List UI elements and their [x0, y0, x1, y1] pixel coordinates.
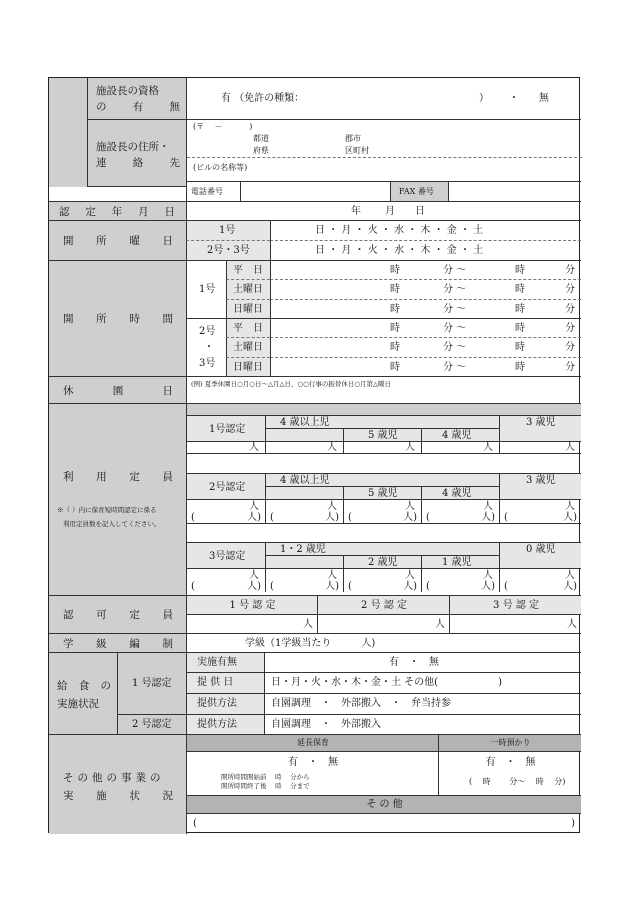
cap1-cert-label [186, 415, 265, 441]
hours-time-part: 時 [390, 342, 400, 354]
meals-2go-label [117, 714, 186, 734]
cap2-capacity-input[interactable] [421, 499, 499, 523]
hours-daytype-cell [226, 260, 270, 279]
cap3-sub-age-2 [421, 555, 499, 568]
other-services-label-line1: その他の事業の [63, 772, 165, 784]
hours-daytype-cell [226, 318, 270, 337]
approved-2go-input[interactable] [317, 614, 449, 633]
cap3-capacity-input[interactable] [421, 568, 499, 592]
meals-1go-label [117, 652, 186, 714]
person-unit: 人 [565, 442, 575, 453]
cap1-cert-text: 1号認定 [209, 424, 246, 435]
hours-daytype-label: 平 日 [233, 323, 263, 334]
approved-h2 [317, 595, 449, 614]
hours-time-field[interactable] [270, 260, 581, 279]
hours-daytype-label: 土曜日 [233, 284, 263, 296]
qualification-value: 有 （免許の種類： [221, 93, 305, 104]
meals-impl-label: 実施有無 [197, 657, 237, 668]
director-address-label [87, 120, 186, 187]
cap1-capacity-input[interactable] [265, 441, 343, 453]
director-address-label-line1: 施設長の住所・ [96, 141, 170, 153]
person-unit: 人 [405, 501, 415, 512]
label-char: 利 [63, 471, 74, 483]
open-days-row2-label [186, 240, 270, 260]
approved-h3-text: 3 号 認 定 [493, 600, 539, 611]
cert-date-label [49, 201, 186, 220]
label-char: 休 [63, 385, 74, 397]
cap1-sub-age-1 [343, 428, 421, 441]
fax-label: FAX 番号 [399, 187, 434, 196]
label-char: 先 [169, 157, 180, 169]
extended-care-title: 延長保育 [297, 738, 329, 747]
open-days-label [49, 220, 186, 260]
open-hours-2go3go-label [186, 318, 226, 376]
cap1-sub-age-2-text: 4 歳児 [442, 430, 472, 441]
person-unit: 人 [567, 619, 577, 630]
person-unit: 人 [249, 501, 259, 512]
fax-label-cell [390, 181, 448, 201]
weekdays-1go: 日 ・ 月 ・ 火 ・ 水 ・ 木 ・ 金 ・ 土 [315, 225, 484, 236]
approved-h1-text: 1 号 認 定 [229, 600, 276, 611]
person-close: 人) [481, 512, 495, 523]
cap1-sub-age-2 [421, 428, 499, 441]
hours-group2-c: 3号 [199, 358, 216, 369]
open-paren: ( [191, 581, 195, 592]
label-char: 給 [57, 680, 68, 692]
hours-daytype-cell [226, 299, 270, 318]
meals-method1-label: 提供方法 [197, 698, 237, 709]
label-char: 状 [129, 790, 140, 802]
label-char: 編 [129, 638, 140, 650]
cap3-capacity-input[interactable] [265, 568, 343, 592]
person-close: 人) [563, 512, 577, 523]
capacity-note-1: ※（ ）内に保育短時間認定に係る [57, 506, 157, 514]
label-char: 開 [63, 235, 74, 247]
cap1-last-age [499, 415, 581, 441]
cert-year: 年 [351, 206, 361, 217]
hours-time-part: 分 ～ [443, 284, 467, 296]
open-paren: ( [504, 581, 508, 592]
person-unit: 人 [249, 570, 259, 581]
open-paren: ( [348, 512, 352, 523]
open-days-1go: 1号 [219, 225, 236, 236]
temporary-care-time: ( 時 分～ 時 分) [469, 777, 566, 786]
classes-label [49, 633, 186, 652]
cap3-capacity-input[interactable] [343, 568, 421, 592]
hours-daytype-cell [226, 357, 270, 376]
hours-time-part: 分 ～ [443, 323, 467, 334]
phone-label-cell [186, 181, 240, 201]
cap3-sub-age-2-text: 1 歳児 [442, 557, 472, 568]
cert-date-field[interactable] [186, 201, 581, 220]
label-char: 可 [96, 609, 107, 621]
open-paren: ( [270, 512, 274, 523]
label-char: 施 [96, 790, 107, 802]
approved-1go-input[interactable] [186, 614, 317, 633]
label-char: 認 [59, 206, 70, 218]
cap1-capacity-input[interactable] [343, 441, 421, 453]
person-close: 人) [325, 512, 339, 523]
hours-time-part: 時 [390, 303, 400, 315]
open-hours-1go-label [186, 260, 226, 318]
hours-time-field[interactable] [270, 357, 581, 376]
person-unit: 人 [565, 570, 575, 581]
person-unit: 人 [327, 501, 337, 512]
label-char: の [96, 101, 107, 113]
cap3-last-age [499, 542, 581, 568]
hours-time-part: 時 [515, 361, 525, 373]
classes-field[interactable] [186, 633, 581, 652]
closed-days-label [49, 376, 186, 403]
cap3-age-blank [265, 555, 343, 568]
label-char: 員 [162, 609, 173, 621]
open-days-row1-field[interactable] [270, 220, 581, 240]
cap2-sub-age-1 [343, 486, 421, 499]
extended-care-value: 有 ・ 無 [288, 757, 338, 768]
weekdays-2go3go: 日 ・ 月 ・ 火 ・ 水 ・ 木 ・ 金 ・ 土 [315, 245, 484, 256]
cap2-sub-age-2 [421, 486, 499, 499]
label-char: 園 [112, 385, 124, 397]
cap2-capacity-input[interactable] [499, 499, 581, 523]
hours-time-part: 時 [390, 361, 400, 373]
label-char: 制 [162, 638, 173, 650]
cap1-age-group-text: 4 歳以上児 [280, 417, 330, 428]
cap3-capacity-input[interactable] [186, 568, 265, 592]
label-char: 所 [96, 313, 107, 325]
hours-time-part: 分 ～ [443, 303, 467, 315]
meals-days-label: 提 供 日 [197, 677, 234, 688]
meals-days-field[interactable] [264, 672, 581, 693]
person-close: 人) [403, 581, 417, 592]
hours-time-part: 分 [565, 361, 575, 373]
other-services-label [49, 734, 186, 834]
open-paren: ( [504, 512, 508, 523]
cap1-sub-age-1-text: 5 歳児 [368, 430, 398, 441]
person-unit: 人 [327, 570, 337, 581]
meals-label-line2: 実施状況 [57, 698, 99, 710]
postal-code: (〒 － ) [193, 122, 253, 131]
hours-group1: 1号 [199, 284, 216, 295]
label-char: 有 [132, 101, 144, 113]
person-unit: 人 [405, 442, 415, 453]
label-char: 定 [129, 471, 140, 483]
label-char: 間 [162, 313, 173, 325]
meals-method2-value: 自園調理 ・ 外部搬入 [271, 719, 381, 730]
meals-days-value: 日・月・火・水・木・金・土 その他( ) [271, 677, 502, 688]
capacity-spacer [186, 523, 581, 542]
hours-time-part: 分 [565, 265, 575, 276]
open-paren: ( [270, 581, 274, 592]
label-char: 定 [129, 609, 140, 621]
extended-care-line2: 開所時間終了後 時 分まで [221, 782, 310, 790]
label-char: の [100, 680, 111, 692]
cap2-capacity-input[interactable] [186, 499, 265, 523]
label-char: 況 [162, 790, 173, 802]
cap3-age-group [265, 542, 499, 555]
label-char: 所 [96, 235, 107, 247]
cap1-capacity-input[interactable] [499, 441, 581, 453]
others-header [186, 795, 581, 813]
person-close: 人) [481, 581, 495, 592]
meals-impl-value: 有 ・ 無 [389, 657, 439, 668]
hours-daytype-label: 日曜日 [233, 361, 263, 373]
meals-method1-label-cell [186, 693, 264, 714]
label-char: 開 [63, 313, 74, 325]
hours-time-field[interactable] [270, 318, 581, 337]
person-close: 人) [325, 581, 339, 592]
approved-h1 [186, 595, 317, 614]
person-close: 人) [247, 581, 261, 592]
open-paren: ( [426, 581, 430, 592]
label-char: 月 [138, 206, 149, 218]
cap3-age-group-text: 1・2 歳児 [280, 544, 326, 555]
prefecture-bottom: 府県 [253, 146, 269, 155]
cap2-sub-age-1-text: 5 歳児 [368, 488, 398, 499]
hours-time-field[interactable] [270, 337, 581, 356]
hours-time-part: 時 [390, 284, 400, 296]
open-paren: ( [348, 581, 352, 592]
hours-time-part: 時 [515, 323, 525, 334]
others-close-paren: ) [571, 818, 575, 829]
cap2-capacity-input[interactable] [343, 499, 421, 523]
meals-method2-field[interactable] [264, 714, 581, 734]
qualification-none: 無 [539, 93, 549, 104]
cap2-age-blank [265, 486, 343, 499]
hours-time-part: 時 [390, 265, 400, 276]
extended-care-header [186, 734, 438, 751]
label-char: 用 [96, 471, 107, 483]
prefecture-top: 都道 [253, 134, 269, 143]
cap3-cert-text: 3号認定 [209, 551, 246, 562]
hours-daytype-label: 土曜日 [233, 342, 263, 354]
person-unit: 人 [483, 570, 493, 581]
hours-group2-b: ・ [204, 342, 214, 353]
approved-capacity-label [49, 595, 186, 633]
phone-label: 電話番号 [191, 187, 223, 196]
facility-form [48, 77, 580, 833]
cap3-cert-label [186, 542, 265, 568]
capacity-spacer [186, 453, 581, 473]
meals-cert1: 1 号認定 [132, 678, 172, 689]
label-char: 学 [63, 638, 74, 650]
cap1-age-blank [265, 428, 343, 441]
person-close: 人) [403, 512, 417, 523]
person-close: 人) [563, 581, 577, 592]
temporary-care-header [438, 734, 581, 751]
hours-time-part: 時 [515, 284, 525, 296]
meals-cert2: 2 号認定 [132, 719, 172, 730]
cert-day: 日 [415, 206, 425, 217]
cap2-cert-text: 2号認定 [209, 482, 246, 493]
cap2-last-age [499, 473, 581, 499]
person-unit: 人 [327, 442, 337, 453]
qualification-close-paren: ） [479, 93, 489, 104]
closed-days-example: (例) 夏季休園日○月○日～△月△日、○○行事の振替休日○月第△曜日 [191, 380, 391, 388]
cap1-age-group [265, 415, 499, 428]
cert-month: 月 [385, 206, 395, 217]
others-open-paren: ( [193, 818, 197, 829]
cap2-cert-label [186, 473, 265, 499]
label-char: 絡 [132, 157, 144, 169]
approved-3go-input[interactable] [449, 614, 581, 633]
label-char: 実 [63, 790, 74, 802]
label-char: 年 [111, 206, 123, 218]
label-char: 定 [85, 206, 96, 218]
person-unit: 人 [249, 442, 259, 453]
director-qualification-label [87, 78, 186, 120]
hours-time-part: 時 [515, 342, 525, 354]
qualification-dot: ・ [509, 93, 519, 104]
extended-care-line1: 開所時間開始前 時 分から [221, 773, 310, 781]
meals-impl-field[interactable] [264, 652, 581, 672]
hours-time-part: 分 [565, 323, 575, 334]
label-char: 日 [164, 206, 175, 218]
meals-method2-label-cell [186, 714, 264, 734]
hours-time-part: 分 [565, 284, 575, 296]
city-top: 郡市 [345, 134, 361, 143]
meals-days-label-cell [186, 672, 264, 693]
hours-time-part: 分 ～ [443, 342, 467, 354]
approved-h3 [449, 595, 581, 614]
closed-days-field[interactable] [186, 376, 581, 403]
hours-daytype-label: 平 日 [233, 265, 263, 276]
city-bottom: 区町村 [345, 146, 369, 155]
label-char: 無 [169, 101, 180, 113]
building-name: (ビルの名称等) [193, 163, 248, 172]
hours-time-part: 時 [515, 265, 525, 276]
approved-h2-text: 2 号 認 定 [361, 600, 407, 611]
hours-time-part: 時 [390, 323, 400, 334]
cap2-capacity-input[interactable] [265, 499, 343, 523]
person-close: 人) [247, 512, 261, 523]
label-char: 食 [78, 680, 90, 692]
cap2-sub-age-2-text: 4 歳児 [442, 488, 472, 499]
temporary-care-field[interactable] [438, 751, 581, 795]
person-unit: 人 [405, 570, 415, 581]
label-char: 曜 [129, 235, 140, 247]
cap1-capacity-input[interactable] [186, 441, 265, 453]
hours-time-part: 分 [565, 303, 575, 315]
open-paren: ( [426, 512, 430, 523]
cap2-last-age-text: 3 歳児 [526, 475, 556, 486]
hours-daytype-cell [226, 337, 270, 356]
cap1-capacity-input[interactable] [421, 441, 499, 453]
classes-value: 学級（1学級当たり 人) [245, 638, 376, 649]
meals-method1-value: 自園調理 ・ 外部搬入 ・ 弁当持参 [271, 698, 451, 709]
capacity-note-2: 利用定員数を記入してください。 [63, 520, 161, 528]
label-char: 日 [162, 385, 173, 397]
open-paren: ( [191, 512, 195, 523]
open-days-row2-field[interactable] [270, 240, 581, 260]
person-unit: 人 [483, 501, 493, 512]
person-unit: 人 [303, 619, 313, 630]
hours-time-part: 時 [515, 303, 525, 315]
hours-time-part: 分 ～ [443, 265, 467, 276]
cap2-age-group-text: 4 歳以上児 [280, 475, 330, 486]
person-unit: 人 [435, 619, 445, 630]
phone-input[interactable] [240, 181, 390, 201]
cap3-capacity-input[interactable] [499, 568, 581, 592]
meals-impl-label-cell [186, 652, 264, 672]
hours-time-part: 分 ～ [443, 361, 467, 373]
hours-time-field[interactable] [270, 279, 581, 298]
meals-method2-label: 提供方法 [197, 719, 237, 730]
hours-group2-a: 2号 [199, 326, 216, 337]
extended-care-field[interactable] [186, 751, 438, 795]
cap3-sub-age-1 [343, 555, 421, 568]
open-hours-label [49, 260, 186, 376]
hours-time-part: 分 [565, 342, 575, 354]
open-days-row1-label [186, 220, 270, 240]
director-qualification-field[interactable] [186, 78, 581, 120]
label-char: 時 [129, 313, 140, 325]
others-title: そ の 他 [366, 799, 403, 810]
person-unit: 人 [483, 442, 493, 453]
cap3-last-age-text: 0 歳児 [526, 544, 556, 555]
temporary-care-title: 一時預かり [490, 738, 531, 747]
blank-label-cell [49, 78, 87, 187]
person-unit: 人 [565, 501, 575, 512]
director-qualification-label-line1: 施設長の資格 [96, 85, 159, 97]
label-char: 日 [162, 235, 173, 247]
hours-daytype-label: 日曜日 [233, 303, 263, 315]
others-field[interactable] [186, 813, 581, 834]
capacity-spacer [186, 403, 581, 415]
temporary-care-value: 有 ・ 無 [485, 757, 536, 768]
cap3-sub-age-1-text: 2 歳児 [368, 557, 398, 568]
hours-time-field[interactable] [270, 299, 581, 318]
meals-method1-field[interactable] [264, 693, 581, 714]
meals-label [49, 652, 117, 734]
label-char: 級 [96, 638, 107, 650]
label-char: 連 [96, 157, 107, 169]
fax-input[interactable] [448, 181, 581, 201]
director-address-field[interactable] [186, 120, 581, 187]
capacity-label [49, 403, 186, 595]
cap1-last-age-text: 3 歳児 [526, 417, 556, 428]
address-divider [187, 120, 582, 158]
open-days-2go3go: 2号・3号 [207, 245, 250, 256]
label-char: 員 [162, 471, 173, 483]
hours-daytype-cell [226, 279, 270, 298]
cap2-age-group [265, 473, 499, 486]
label-char: 認 [63, 609, 74, 621]
